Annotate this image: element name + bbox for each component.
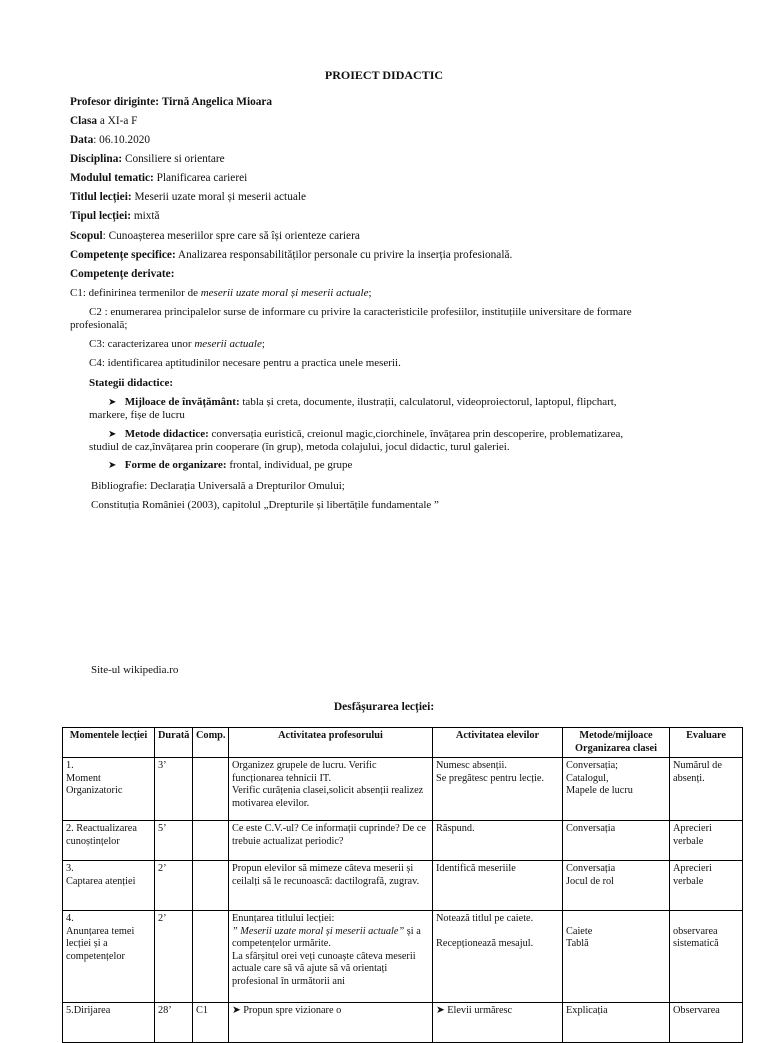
profesor-line [70,95,272,109]
modul-line [70,171,247,185]
durata-cell: 2’ [155,861,193,911]
titlul-value: Meserii uzate moral și meserii actuale [134,191,307,203]
profesor-label: Profesor diriginte: [70,96,159,108]
profesor-intro: Enunțarea titlului lecției: [232,913,335,924]
evaluare-cell: observarea sistematică [670,911,743,1003]
comp-cell: C1 [193,1003,229,1043]
comp-cell [193,758,229,821]
disciplina-label: Disciplina: [70,153,123,165]
clasa-label: Clasa [70,115,97,127]
strategii-title: Stategii didactice: [89,377,174,389]
c1-text: C1: definirinea termenilor de [70,287,198,299]
competenta-c4: C4: identificarea aptitudinilor necesare pentru a practica unele meserii. [89,357,401,369]
competente-derivate-label: Competențe derivate: [70,268,175,280]
comp-cell [193,861,229,911]
competente-derivate-line [70,267,174,281]
profesor-cell: Ce este C.V.-ul? Ce informații cuprinde? De ce trebuie actualizat periodic? [229,821,433,861]
header-cell: Durată [155,728,193,758]
metode-line1 [108,428,623,442]
clasa-line [70,114,137,128]
elevi-cell: Identifică meseriile [433,861,563,911]
profesor-cell: Propun elevilor să mimeze câteva meserii și ceilalți să le recunoască: dactilografă, zugrav. [229,861,433,911]
metode-label: Metode didactice: [124,428,209,440]
metode-text: conversația euristică, creionul magic,ciorchinele, învățarea prin descoperire, problematizarea, [211,428,624,440]
clasa-value: a XI-a F [99,115,138,127]
tipul-label: Tipul lecției: [70,210,131,222]
competente-specifice-line [70,248,512,262]
metode-cell: Conversația Jocul de rol [563,861,670,911]
header-cell: Momentele lecției [63,728,155,758]
header-cell: Activitatea profesorului [229,728,433,758]
profesor-cell: Organizez grupele de lucru. Verific funcționarea tehnicii IT. Verific curățenia clasei,solicit absenții realizez motivarea elevilor. [229,758,433,821]
metode-cell: Conversația; Catalogul, Mapele de lucru [563,758,670,821]
mijloace-label: Mijloace de învățământ: [124,396,240,408]
table-row [63,911,743,1003]
header-cell: Comp. [193,728,229,758]
c1-italic-terms: meserii uzate moral și meserii actuale [200,287,369,299]
modul-value: Planificarea carierei [156,172,248,184]
section-title: Desfășurarea lecției: [333,701,435,713]
table-row [63,1003,743,1043]
modul-label: Modulul tematic: [70,172,154,184]
elevi-cell: Răspund. [433,821,563,861]
forme-text: frontal, individual, pe grupe [229,459,353,471]
forme-line [108,459,352,473]
moment-cell: 4. Anunțarea temei lecției și a competențelor [63,911,155,1003]
lesson-table [62,727,743,1043]
mijloace-line2: markere, fișe de lucru [89,409,185,421]
table-header-row [63,728,743,758]
header-cell: Evaluare [670,728,743,758]
c3-text: C3: caracterizarea unor [89,338,192,350]
comp-cell [193,911,229,1003]
metode-cell: Caiete Tablă [563,911,670,1003]
c3-italic-terms: meserii actuale [194,338,262,350]
scopul-label: Scopul [70,230,103,242]
arrow-bullet-icon: ➤ [108,397,117,408]
table-row [63,861,743,911]
bibliografie-site: Site-ul wikipedia.ro [91,664,179,676]
metode-cell: Explicația [563,1003,670,1043]
competenta-c2-line1: C2 : enumerarea principalelor surse de informare cu privire la caracteristicile profesiilor, instituțiile universitare de formare [89,306,632,318]
evaluare-cell: Observarea [670,1003,743,1043]
elevi-cell: Numesc absenții. Se pregătesc pentru lecție. [433,758,563,821]
tipul-line [70,209,160,223]
data-label: Data [70,134,94,146]
disciplina-line [70,152,225,166]
competenta-c3 [89,338,265,352]
profesor-lesson-title: ” Meserii uzate moral și meserii actuale” [232,925,405,937]
durata-cell: 28’ [155,1003,193,1043]
data-line [70,133,150,147]
moment-cell: 3. Captarea atenției [63,861,155,911]
tipul-value: mixtă [133,210,160,222]
arrow-bullet-icon: ➤ [108,460,117,471]
elevi-cell: Notează titlul pe caiete. Recepționează mesajul. [433,911,563,1003]
durata-cell: 2’ [155,911,193,1003]
mijloace-line1 [108,396,617,410]
comp-cell [193,821,229,861]
moment-cell: 2. Reactualizarea cunoștințelor [63,821,155,861]
metode-cell: Conversația [563,821,670,861]
competente-specifice-label: Competențe specifice: [70,249,176,261]
profesor-name: Tirnă Angelica Mioara [161,96,273,108]
disciplina-value: Consiliere si orientare [124,153,225,165]
bibliografie-line2: Constituția României (2003), capitolul „Drepturile și libertățile fundamentale ” [91,499,439,511]
profesor-rest: și a competențelor urmărite. La sfârșitul orei veți cunoaște câteva meserii actuale care să vă ajute să vă orientați profesional în următorii ani [232,925,421,987]
mijloace-text: tabla și creta, documente, ilustrații, calculatorul, videoproiectorul, laptopul, flipchart, [242,396,617,408]
moment-cell: 5.Dirijarea [63,1003,155,1043]
scopul-line [70,229,360,243]
header-cell: Activitatea elevilor [433,728,563,758]
profesor-cell [229,911,433,1003]
forme-label: Forme de organizare: [124,459,227,471]
evaluare-cell: Numărul de absenți. [670,758,743,821]
competente-specifice-value: Analizarea responsabilităților personale cu privire la inserția profesională. [177,249,513,261]
moment-cell: 1. Moment Organizatoric [63,758,155,821]
competenta-c1 [70,287,372,301]
durata-cell: 5’ [155,821,193,861]
table-row [63,821,743,861]
arrow-bullet-icon: ➤ [108,429,117,440]
document-title: PROIECT DIDACTIC [324,68,444,82]
evaluare-cell: Aprecieri verbale [670,861,743,911]
c3-end: ; [261,338,265,350]
metode-line2: studiul de caz,învățarea prin cooperare (în grup), metoda colajului, jocul didactic, turul galeriei. [89,441,510,453]
table-row [63,758,743,821]
elevi-cell: ➤ Elevii urmăresc [433,1003,563,1043]
bibliografie-line1: Bibliografie: Declarația Universală a Drepturilor Omului; [91,480,345,492]
c1-end: ; [368,287,372,299]
titlul-line [70,190,306,204]
evaluare-cell: Aprecieri verbale [670,821,743,861]
titlul-label: Titlul lecției: [70,191,132,203]
competenta-c2-line2: profesională; [70,319,128,331]
scopul-value: : Cunoașterea meseriilor spre care să își orienteze cariera [102,230,360,242]
data-value: : 06.10.2020 [93,134,151,146]
profesor-cell: ➤ Propun spre vizionare o [229,1003,433,1043]
durata-cell: 3’ [155,758,193,821]
header-cell: Metode/mijloace Organizarea clasei [563,728,670,758]
